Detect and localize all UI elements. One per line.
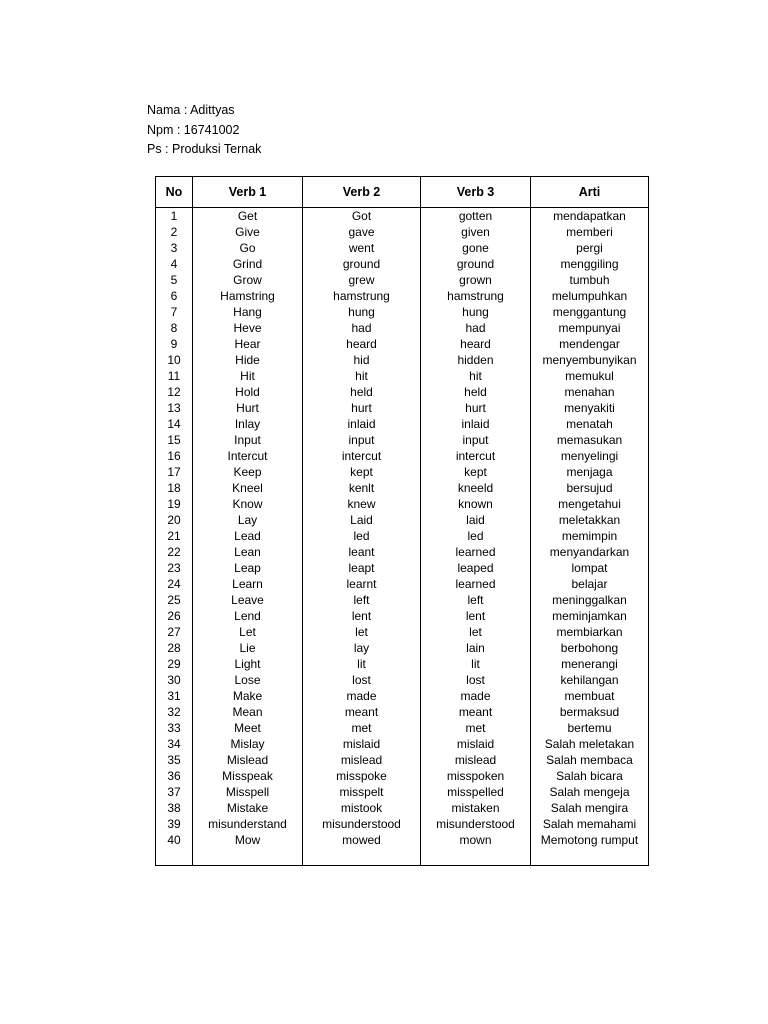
cell-arti: Memotong rumput <box>531 832 649 866</box>
cell-no: 14 <box>156 416 193 432</box>
cell-verb3: misspoken <box>421 768 531 784</box>
cell-verb2: hit <box>303 368 421 384</box>
cell-verb1: Meet <box>193 720 303 736</box>
cell-verb3: met <box>421 720 531 736</box>
cell-verb2: gave <box>303 224 421 240</box>
cell-verb3: mislaid <box>421 736 531 752</box>
table-row <box>156 608 649 624</box>
cell-arti: menggiling <box>531 256 649 272</box>
table-row <box>156 400 649 416</box>
cell-arti: Salah meletakan <box>531 736 649 752</box>
cell-verb1: Misspell <box>193 784 303 800</box>
cell-verb2: Laid <box>303 512 421 528</box>
cell-no: 11 <box>156 368 193 384</box>
cell-arti: memberi <box>531 224 649 240</box>
cell-verb1: Lie <box>193 640 303 656</box>
cell-no: 31 <box>156 688 193 704</box>
cell-verb3: grown <box>421 272 531 288</box>
table-header-row <box>156 177 649 208</box>
cell-verb2: learnt <box>303 576 421 592</box>
table-row <box>156 384 649 400</box>
cell-verb3: learned <box>421 576 531 592</box>
cell-arti: menerangi <box>531 656 649 672</box>
cell-verb1: Mow <box>193 832 303 866</box>
cell-no: 24 <box>156 576 193 592</box>
cell-verb1: Intercut <box>193 448 303 464</box>
student-name: Nama : Adittyas <box>147 103 235 117</box>
cell-verb2: hamstrung <box>303 288 421 304</box>
cell-verb3: ground <box>421 256 531 272</box>
cell-arti: mempunyai <box>531 320 649 336</box>
cell-no: 39 <box>156 816 193 832</box>
table-row <box>156 480 649 496</box>
cell-verb1: Leave <box>193 592 303 608</box>
cell-arti: belajar <box>531 576 649 592</box>
cell-no: 16 <box>156 448 193 464</box>
cell-arti: pergi <box>531 240 649 256</box>
cell-verb1: Lean <box>193 544 303 560</box>
cell-verb2: lit <box>303 656 421 672</box>
cell-verb3: made <box>421 688 531 704</box>
table-row <box>156 224 649 240</box>
cell-arti: melumpuhkan <box>531 288 649 304</box>
cell-verb1: Inlay <box>193 416 303 432</box>
cell-no: 30 <box>156 672 193 688</box>
cell-no: 33 <box>156 720 193 736</box>
table-row <box>156 688 649 704</box>
cell-verb3: mislead <box>421 752 531 768</box>
cell-arti: menyakiti <box>531 400 649 416</box>
cell-no: 3 <box>156 240 193 256</box>
cell-arti: menyandarkan <box>531 544 649 560</box>
cell-no: 36 <box>156 768 193 784</box>
table-row <box>156 336 649 352</box>
cell-verb1: Mislead <box>193 752 303 768</box>
cell-no: 19 <box>156 496 193 512</box>
table-row <box>156 816 649 832</box>
cell-verb2: mistook <box>303 800 421 816</box>
cell-verb1: Mislay <box>193 736 303 752</box>
cell-verb2: let <box>303 624 421 640</box>
table-row <box>156 256 649 272</box>
cell-verb3: gone <box>421 240 531 256</box>
cell-no: 37 <box>156 784 193 800</box>
cell-verb3: gotten <box>421 208 531 224</box>
table-row <box>156 464 649 480</box>
cell-no: 35 <box>156 752 193 768</box>
cell-verb3: kneeld <box>421 480 531 496</box>
cell-verb1: Hurt <box>193 400 303 416</box>
cell-verb3: lent <box>421 608 531 624</box>
cell-verb2: input <box>303 432 421 448</box>
cell-verb1: Grow <box>193 272 303 288</box>
cell-arti: Salah mengeja <box>531 784 649 800</box>
cell-no: 17 <box>156 464 193 480</box>
cell-no: 12 <box>156 384 193 400</box>
header-verb2: Verb 2 <box>303 177 421 208</box>
cell-verb2: lent <box>303 608 421 624</box>
cell-verb1: Get <box>193 208 303 224</box>
cell-arti: meminjamkan <box>531 608 649 624</box>
cell-verb1: Heve <box>193 320 303 336</box>
table-row <box>156 832 649 866</box>
cell-verb1: Lend <box>193 608 303 624</box>
cell-verb1: Hear <box>193 336 303 352</box>
header-verb3: Verb 3 <box>421 177 531 208</box>
cell-verb3: heard <box>421 336 531 352</box>
cell-verb2: lost <box>303 672 421 688</box>
cell-arti: menyelingi <box>531 448 649 464</box>
cell-arti: Salah mengira <box>531 800 649 816</box>
table-row <box>156 352 649 368</box>
cell-verb3: misspelled <box>421 784 531 800</box>
cell-no: 25 <box>156 592 193 608</box>
cell-no: 4 <box>156 256 193 272</box>
cell-verb3: mistaken <box>421 800 531 816</box>
cell-arti: memimpin <box>531 528 649 544</box>
cell-verb2: mislaid <box>303 736 421 752</box>
cell-verb3: held <box>421 384 531 400</box>
cell-verb2: grew <box>303 272 421 288</box>
cell-verb2: hurt <box>303 400 421 416</box>
table-row <box>156 240 649 256</box>
cell-verb3: known <box>421 496 531 512</box>
cell-verb2: heard <box>303 336 421 352</box>
table-row <box>156 752 649 768</box>
cell-arti: meletakkan <box>531 512 649 528</box>
cell-verb3: led <box>421 528 531 544</box>
cell-verb2: lay <box>303 640 421 656</box>
table-row <box>156 704 649 720</box>
cell-arti: berbohong <box>531 640 649 656</box>
cell-arti: menyembunyikan <box>531 352 649 368</box>
cell-verb3: lit <box>421 656 531 672</box>
cell-no: 20 <box>156 512 193 528</box>
cell-verb2: leant <box>303 544 421 560</box>
cell-verb1: Hamstring <box>193 288 303 304</box>
cell-verb3: lain <box>421 640 531 656</box>
cell-no: 18 <box>156 480 193 496</box>
cell-verb3: kept <box>421 464 531 480</box>
cell-verb3: misunderstood <box>421 816 531 832</box>
table-row <box>156 672 649 688</box>
cell-verb2: misspoke <box>303 768 421 784</box>
cell-arti: Salah bicara <box>531 768 649 784</box>
cell-verb2: met <box>303 720 421 736</box>
cell-verb1: Let <box>193 624 303 640</box>
cell-verb1: Go <box>193 240 303 256</box>
student-npm: Npm : 16741002 <box>147 122 240 137</box>
table-row <box>156 432 649 448</box>
cell-verb3: mown <box>421 832 531 866</box>
header-no: No <box>156 177 193 208</box>
cell-verb3: let <box>421 624 531 640</box>
cell-no: 26 <box>156 608 193 624</box>
cell-verb3: meant <box>421 704 531 720</box>
cell-verb1: Leap <box>193 560 303 576</box>
table-row <box>156 720 649 736</box>
cell-verb2: ground <box>303 256 421 272</box>
cell-verb2: held <box>303 384 421 400</box>
cell-verb2: left <box>303 592 421 608</box>
study-program: Ps : Produksi Ternak <box>147 142 262 156</box>
cell-verb2: led <box>303 528 421 544</box>
cell-arti: menjaga <box>531 464 649 480</box>
cell-verb2: misspelt <box>303 784 421 800</box>
cell-verb3: intercut <box>421 448 531 464</box>
table-row <box>156 624 649 640</box>
cell-verb1: Lead <box>193 528 303 544</box>
cell-verb1: Input <box>193 432 303 448</box>
cell-verb2: misunderstood <box>303 816 421 832</box>
cell-no: 10 <box>156 352 193 368</box>
cell-arti: mengetahui <box>531 496 649 512</box>
cell-verb1: Hit <box>193 368 303 384</box>
cell-verb2: intercut <box>303 448 421 464</box>
cell-no: 6 <box>156 288 193 304</box>
table-row <box>156 304 649 320</box>
cell-verb3: given <box>421 224 531 240</box>
cell-verb1: Hide <box>193 352 303 368</box>
table-row <box>156 784 649 800</box>
table-row <box>156 800 649 816</box>
cell-arti: menatah <box>531 416 649 432</box>
header-verb1: Verb 1 <box>193 177 303 208</box>
cell-verb2: Got <box>303 208 421 224</box>
cell-arti: memukul <box>531 368 649 384</box>
cell-no: 22 <box>156 544 193 560</box>
cell-arti: mendengar <box>531 336 649 352</box>
cell-verb1: Grind <box>193 256 303 272</box>
table-row <box>156 448 649 464</box>
cell-arti: membiarkan <box>531 624 649 640</box>
cell-verb2: leapt <box>303 560 421 576</box>
cell-verb2: made <box>303 688 421 704</box>
cell-no: 2 <box>156 224 193 240</box>
cell-verb2: mislead <box>303 752 421 768</box>
cell-verb3: inlaid <box>421 416 531 432</box>
cell-arti: Salah membaca <box>531 752 649 768</box>
cell-no: 27 <box>156 624 193 640</box>
cell-verb1: Hold <box>193 384 303 400</box>
cell-verb3: left <box>421 592 531 608</box>
cell-verb3: hung <box>421 304 531 320</box>
cell-verb1: misunderstand <box>193 816 303 832</box>
cell-no: 32 <box>156 704 193 720</box>
cell-verb3: learned <box>421 544 531 560</box>
cell-verb1: Make <box>193 688 303 704</box>
cell-arti: lompat <box>531 560 649 576</box>
cell-verb1: Learn <box>193 576 303 592</box>
cell-arti: menggantung <box>531 304 649 320</box>
cell-no: 9 <box>156 336 193 352</box>
cell-arti: tumbuh <box>531 272 649 288</box>
cell-verb1: Light <box>193 656 303 672</box>
cell-no: 40 <box>156 832 193 866</box>
cell-arti: mendapatkan <box>531 208 649 224</box>
table-row <box>156 576 649 592</box>
cell-verb3: hamstrung <box>421 288 531 304</box>
cell-arti: bersujud <box>531 480 649 496</box>
cell-verb2: kept <box>303 464 421 480</box>
cell-verb3: input <box>421 432 531 448</box>
cell-arti: membuat <box>531 688 649 704</box>
table-row <box>156 320 649 336</box>
table-row <box>156 656 649 672</box>
cell-no: 13 <box>156 400 193 416</box>
cell-no: 15 <box>156 432 193 448</box>
cell-verb3: hit <box>421 368 531 384</box>
cell-verb3: had <box>421 320 531 336</box>
cell-arti: Salah memahami <box>531 816 649 832</box>
table-row <box>156 288 649 304</box>
cell-arti: bertemu <box>531 720 649 736</box>
cell-verb1: Lose <box>193 672 303 688</box>
table-row <box>156 416 649 432</box>
cell-verb2: meant <box>303 704 421 720</box>
cell-no: 29 <box>156 656 193 672</box>
cell-verb3: hurt <box>421 400 531 416</box>
table-row <box>156 592 649 608</box>
cell-arti: memasukan <box>531 432 649 448</box>
cell-arti: menahan <box>531 384 649 400</box>
cell-no: 7 <box>156 304 193 320</box>
cell-no: 34 <box>156 736 193 752</box>
cell-arti: kehilangan <box>531 672 649 688</box>
cell-verb2: had <box>303 320 421 336</box>
table-row <box>156 640 649 656</box>
table-row <box>156 272 649 288</box>
table-row <box>156 208 649 224</box>
cell-verb2: kenlt <box>303 480 421 496</box>
table-row <box>156 560 649 576</box>
cell-verb1: Keep <box>193 464 303 480</box>
cell-verb2: went <box>303 240 421 256</box>
cell-no: 21 <box>156 528 193 544</box>
cell-verb2: inlaid <box>303 416 421 432</box>
cell-verb1: Give <box>193 224 303 240</box>
table-row <box>156 512 649 528</box>
table-row <box>156 736 649 752</box>
table-row <box>156 544 649 560</box>
cell-no: 1 <box>156 208 193 224</box>
cell-verb3: lost <box>421 672 531 688</box>
cell-verb2: knew <box>303 496 421 512</box>
table-row <box>156 496 649 512</box>
cell-verb2: hung <box>303 304 421 320</box>
table-row <box>156 768 649 784</box>
cell-no: 5 <box>156 272 193 288</box>
cell-verb3: hidden <box>421 352 531 368</box>
cell-verb1: Know <box>193 496 303 512</box>
cell-verb2: mowed <box>303 832 421 866</box>
cell-no: 23 <box>156 560 193 576</box>
cell-verb1: Hang <box>193 304 303 320</box>
table-row <box>156 528 649 544</box>
student-info <box>147 101 261 160</box>
cell-verb3: leaped <box>421 560 531 576</box>
cell-verb1: Misspeak <box>193 768 303 784</box>
table-row <box>156 368 649 384</box>
cell-verb3: laid <box>421 512 531 528</box>
cell-verb2: hid <box>303 352 421 368</box>
cell-no: 8 <box>156 320 193 336</box>
cell-arti: bermaksud <box>531 704 649 720</box>
header-arti: Arti <box>531 177 649 208</box>
cell-no: 28 <box>156 640 193 656</box>
cell-verb1: Mean <box>193 704 303 720</box>
cell-no: 38 <box>156 800 193 816</box>
cell-verb1: Lay <box>193 512 303 528</box>
cell-verb1: Kneel <box>193 480 303 496</box>
irregular-verbs-table <box>155 176 649 866</box>
cell-verb1: Mistake <box>193 800 303 816</box>
cell-arti: meninggalkan <box>531 592 649 608</box>
